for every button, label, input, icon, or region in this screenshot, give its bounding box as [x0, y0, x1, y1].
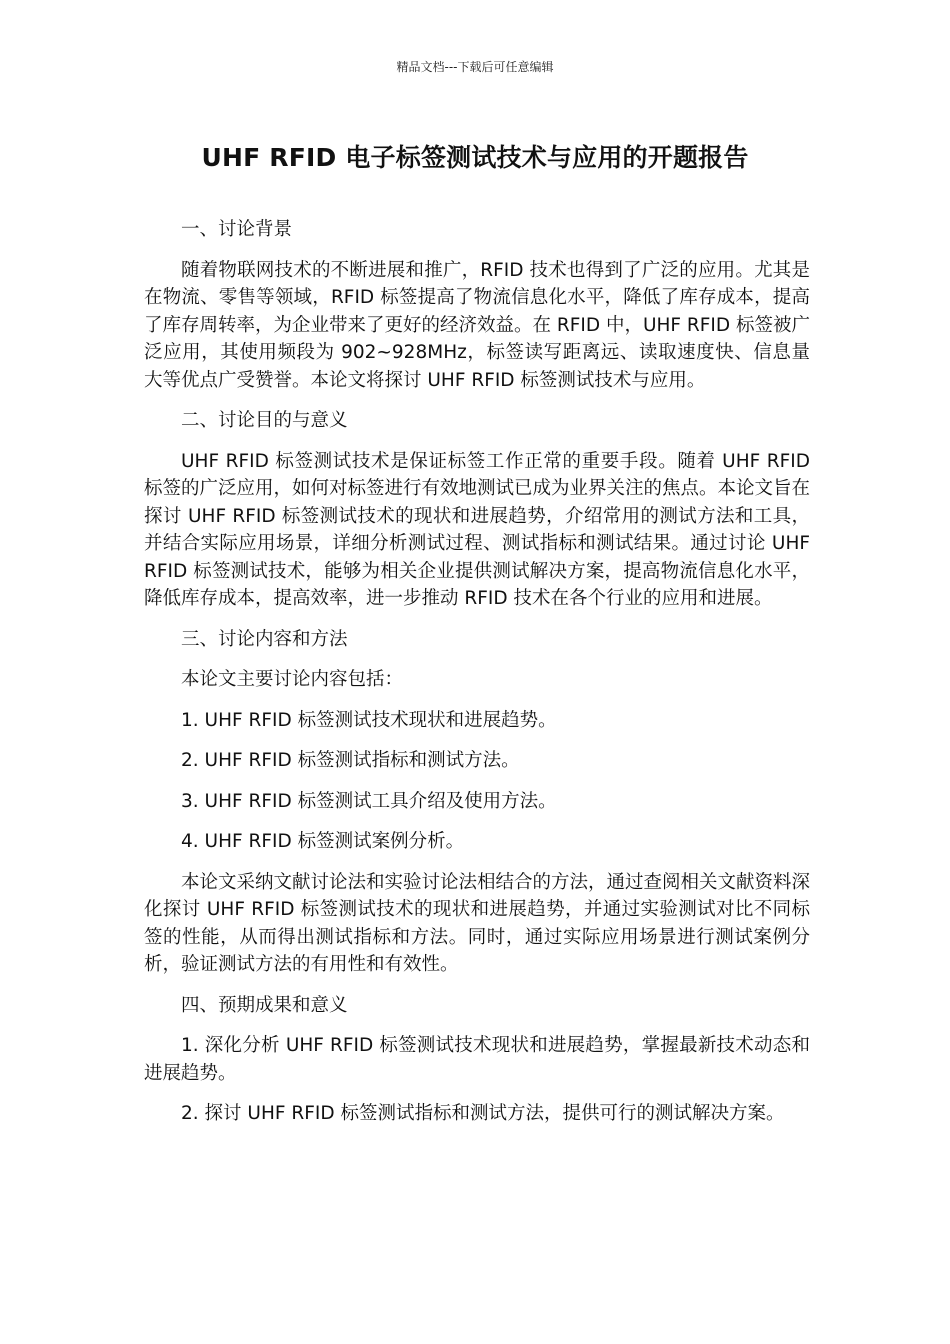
list-item: 1. 深化分析 UHF RFID 标签测试技术现状和进展趋势，掌握最新技术动态和进展趋势。	[144, 1035, 810, 1084]
paragraph: UHF RFID 标签测试技术是保证标签工作正常的重要手段。随着 UHF RFID 标签的广泛应用，如何对标签进行有效地测试已成为业界关注的焦点。本论文旨在探讨 UHF RFID 标签测试技术的现状和进展趋势，介绍常用的测试方法和工具，并结合实际应用场景，详细分析测试过程、测试指标和测试结果。通过讨论 UHF RFID 标签测试技术，能够为相关企业提供测试解决方案，提高物流信息化水平，降低库存成本，提高效率，进一步推动 RFID 技术在各个行业的应用和进展。	[144, 450, 811, 609]
section-heading: 一、讨论背景	[181, 219, 293, 240]
header-note: 精品文档---下载后可任意编辑	[396, 60, 554, 74]
paragraph: 本论文主要讨论内容包括：	[181, 669, 404, 690]
document-body	[144, 216, 810, 1141]
list-item: 1. UHF RFID 标签测试技术现状和进展趋势。	[181, 709, 557, 731]
list-item: 2. 探讨 UHF RFID 标签测试指标和测试方法，提供可行的测试解决方案。	[181, 1103, 785, 1124]
list-item: 2. UHF RFID 标签测试指标和测试方法。	[181, 750, 520, 771]
section-heading: 二、讨论目的与意义	[181, 410, 348, 431]
list-item: 4. UHF RFID 标签测试案例分析。	[181, 831, 465, 852]
paragraph: 本论文采纳文献讨论法和实验讨论法相结合的方法，通过查阅相关文献资料深化探讨 UHF RFID 标签测试技术的现状和进展趋势，并通过实验测试对比不同标签的性能，从而得出测试指标和方法。同时，通过实际应用场景进行测试案例分析，验证测试方法的有用性和有效性。	[144, 871, 811, 975]
section-heading: 三、讨论内容和方法	[181, 628, 348, 650]
section-heading: 四、预期成果和意义	[181, 994, 348, 1016]
list-item: 3. UHF RFID 标签测试工具介绍及使用方法。	[181, 790, 557, 812]
paragraph: 随着物联网技术的不断进展和推广，RFID 技术也得到了广泛的应用。尤其是在物流、零售等领域，RFID 标签提高了物流信息化水平，降低了库存成本，提高了库存周转率，为企业带来了更好的经济效益。在 RFID 中，UHF RFID 标签被广泛应用，其使用频段为 902~928MHz，标签读写距离远、读取速度快、信息量大等优点广受赞誉。本论文将探讨 UHF RFID 标签测试技术与应用。	[144, 259, 811, 391]
document-title: UHF RFID 电子标签测试技术与应用的开题报告	[201, 143, 749, 172]
